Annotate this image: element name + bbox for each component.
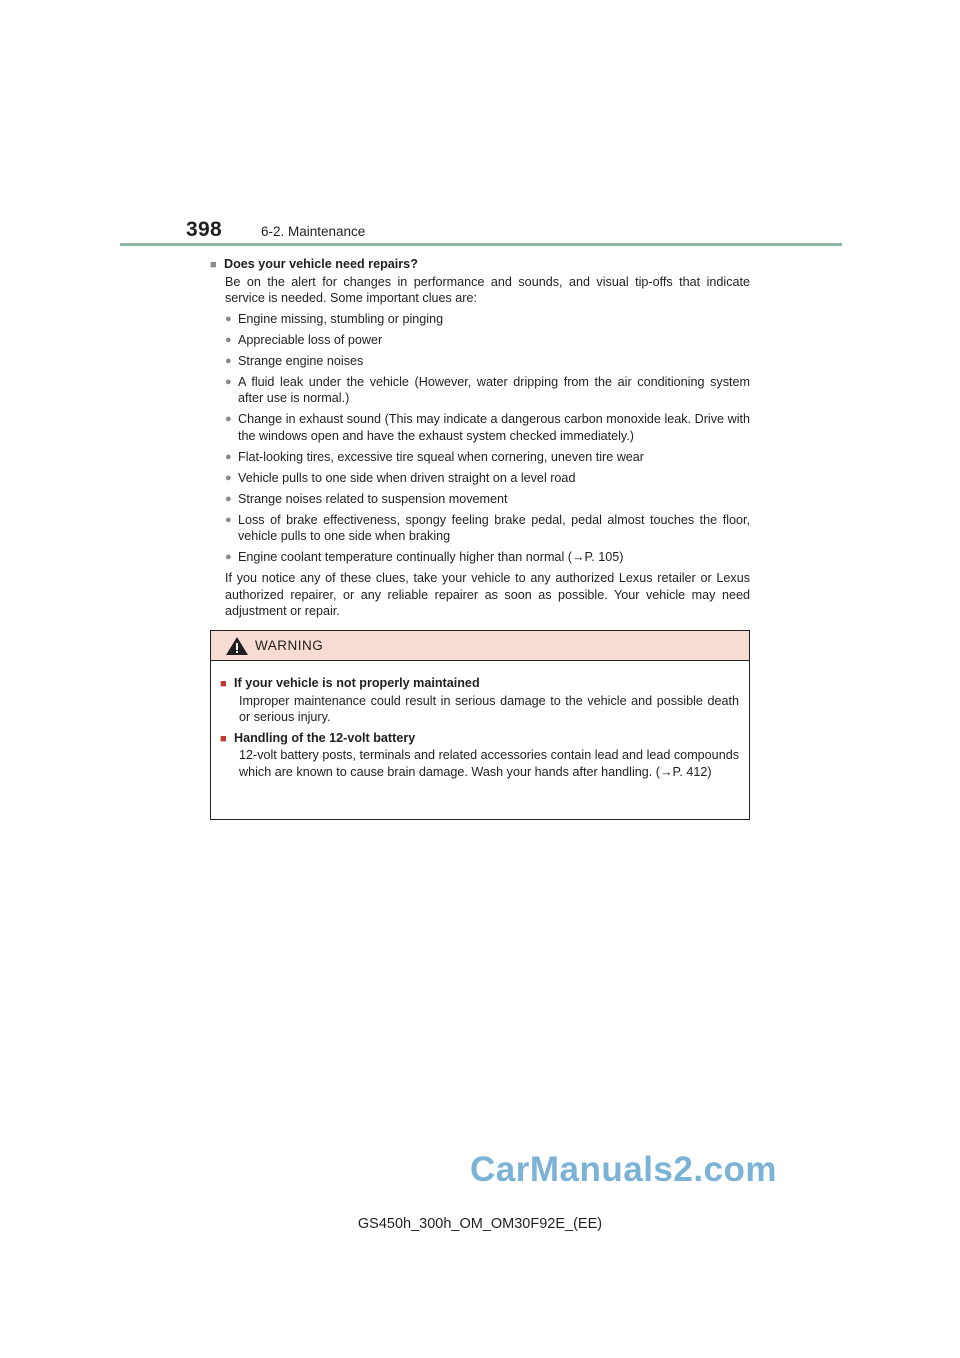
- circle-bullet-icon: ●: [225, 333, 232, 346]
- list-item: ● Strange engine noises: [225, 353, 364, 368]
- list-item: ● Strange noises related to suspension movement: [225, 491, 508, 506]
- circle-bullet-icon: ●: [225, 513, 232, 526]
- circle-bullet-icon: ●: [225, 551, 232, 563]
- warning-item-heading: ■ If your vehicle is not properly maintained: [220, 675, 739, 693]
- intro-paragraph: Be on the alert for changes in performance and sounds, and visual tip-offs that indicate service is needed. Some important clues are:: [225, 274, 750, 305]
- repairs-heading: [210, 256, 750, 274]
- list-item: ● A fluid leak under the vehicle (However, water dripping from the air conditioning system after use is normal.): [225, 374, 750, 405]
- outro-paragraph: If you notice any of these clues, take your vehicle to any authorized Lexus retailer or Lexus authorized repairer, or any reliable repairer as soon as possible. Your vehicle may need adjustment or repair.: [225, 571, 750, 618]
- circle-bullet-icon: ●: [225, 354, 232, 367]
- main-content: [210, 256, 750, 620]
- square-bullet-icon: ■: [220, 732, 227, 745]
- list-item: ● Change in exhaust sound (This may indicate a dangerous carbon monoxide leak. Drive with the windows open and have the exhaust system checked immediately.): [225, 412, 750, 443]
- list-item: ● Appreciable loss of power: [225, 332, 383, 347]
- clues-list: [225, 311, 750, 566]
- list-item: ● Vehicle pulls to one side when driven straight on a level road: [225, 470, 576, 485]
- circle-bullet-icon: ●: [225, 413, 232, 425]
- warning-box: [210, 630, 750, 820]
- circle-bullet-icon: ●: [225, 375, 232, 388]
- warning-item-text: Improper maintenance could result in serious damage to the vehicle and possible death or serious injury.: [239, 693, 739, 724]
- warning-triangle-icon: [225, 636, 249, 656]
- circle-bullet-icon: ●: [225, 312, 232, 325]
- document-code: GS450h_300h_OM_OM30F92E_(EE): [357, 1216, 603, 1232]
- warning-item-text: 12-volt battery posts, terminals and related accessories contain lead and lead compounds which are known to cause brain damage. Wash your hands after handling. (→P. 412): [239, 748, 739, 779]
- header-rule: [120, 243, 842, 246]
- warning-item-heading: ■ Handling of the 12-volt battery: [220, 730, 739, 748]
- square-bullet-icon: ■: [220, 678, 227, 690]
- warning-body: [211, 661, 749, 780]
- warning-header: [211, 631, 749, 661]
- list-item: ● Flat-looking tires, excessive tire squeal when cornering, uneven tire wear: [225, 449, 644, 464]
- page-number: 398: [186, 218, 222, 241]
- section-title: 6-2. Maintenance: [261, 224, 366, 239]
- list-item: ● Engine missing, stumbling or pinging: [225, 311, 444, 326]
- repairs-heading-text: Does your vehicle need repairs?: [224, 257, 418, 271]
- square-bullet-icon: ■: [210, 259, 217, 271]
- circle-bullet-icon: ●: [225, 450, 232, 463]
- circle-bullet-icon: ●: [225, 471, 232, 484]
- watermark: CarManuals2.com: [470, 1150, 778, 1189]
- circle-bullet-icon: ●: [225, 492, 232, 505]
- list-item: ● Loss of brake effectiveness, spongy feeling brake pedal, pedal almost touches the floor, vehicle pulls to one side when braking: [225, 512, 750, 543]
- warning-title: WARNING: [255, 638, 324, 653]
- list-item: ● Engine coolant temperature continually higher than normal (→P. 105): [225, 550, 624, 564]
